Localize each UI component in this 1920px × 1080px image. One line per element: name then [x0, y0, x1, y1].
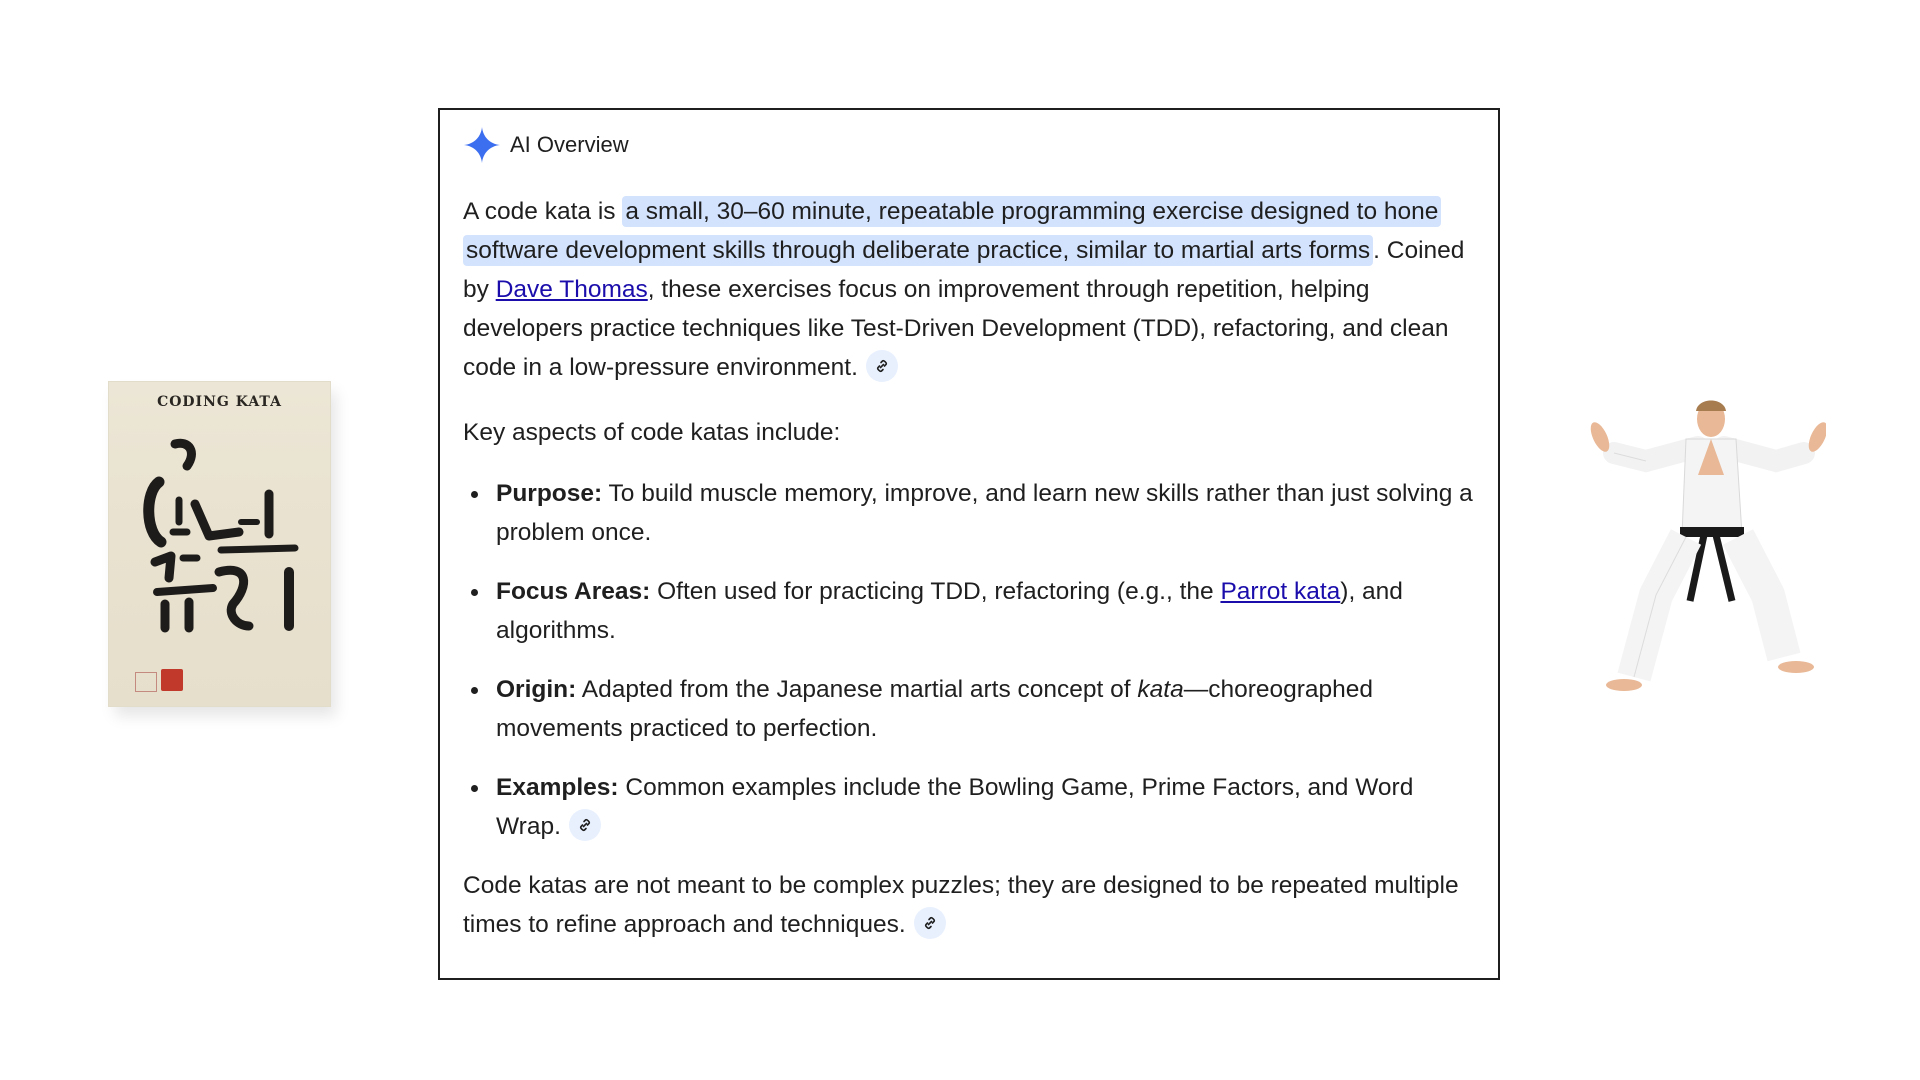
- aspect-label: Origin:: [496, 676, 577, 703]
- citation-link-button[interactable]: [914, 907, 946, 939]
- definition-paragraph: [463, 192, 1481, 387]
- list-item-examples: [496, 768, 1481, 846]
- aspect-text: To build muscle memory, improve, and learn new skills rather than just solving a problem once.: [496, 480, 1473, 546]
- list-item-origin: [496, 670, 1481, 748]
- poster-title: CODING KATA: [157, 394, 282, 410]
- link-icon: [874, 358, 890, 374]
- dave-thomas-link[interactable]: Dave Thomas: [495, 276, 648, 303]
- highlighted-definition: a small, 30–60 minute, repeatable programming exercise designed to hone software development skills through deliberate practice, similar to martial arts forms: [463, 196, 1441, 266]
- ai-overview-card: [438, 108, 1500, 980]
- citation-link-button[interactable]: [866, 350, 898, 382]
- poster-red-seal: [161, 669, 183, 691]
- aspect-text: ), and algorithms.: [496, 578, 1403, 644]
- definition-suffix: , these exercises focus on improvement through repetition, helping developers practice techniques like Test-Driven Development (TDD), refactoring, and clean code in a low-pressure environment.: [463, 276, 1449, 381]
- aspect-text: Adapted from the Japanese martial arts concept of: [576, 676, 1138, 703]
- closing-text: Code katas are not meant to be complex puzzles; they are designed to be repeated multiple times to refine approach and techniques.: [463, 872, 1459, 938]
- link-icon: [577, 817, 593, 833]
- gemini-spark-icon: [462, 125, 502, 165]
- karate-practitioner-image[interactable]: [1586, 395, 1826, 695]
- aspect-text: Common examples include the Bowling Game, Prime Factors, and Word Wrap.: [496, 774, 1414, 840]
- list-item-purpose: [496, 474, 1481, 552]
- brush-figure-icon: [109, 382, 330, 706]
- ai-overview-content: [463, 192, 1481, 944]
- coding-kata-poster-image[interactable]: [109, 382, 330, 706]
- ai-overview-title: AI Overview: [510, 132, 629, 157]
- aspect-label: Focus Areas:: [496, 578, 651, 605]
- aspect-text: —choreographed movements practiced to perfection.: [496, 676, 1374, 742]
- aspect-label: Purpose:: [496, 480, 603, 507]
- list-item-focus-areas: [496, 572, 1481, 650]
- aspect-label: Examples:: [496, 774, 619, 801]
- ai-overview-header: [462, 125, 629, 165]
- kata-italic: kata: [1137, 676, 1184, 703]
- closing-paragraph: [463, 866, 1481, 944]
- link-icon: [922, 915, 938, 931]
- aspect-text: Often used for practicing TDD, refactoring (e.g., the: [650, 578, 1221, 605]
- poster-stamp-outline: [135, 672, 157, 692]
- citation-link-button[interactable]: [569, 809, 601, 841]
- key-aspects-intro: Key aspects of code katas include:: [463, 419, 841, 446]
- key-aspects-list: [463, 474, 1481, 846]
- definition-prefix: A code kata is: [463, 198, 623, 225]
- parrot-kata-link[interactable]: Parrot kata: [1220, 578, 1341, 605]
- definition-mid: . Coined by: [463, 237, 1465, 303]
